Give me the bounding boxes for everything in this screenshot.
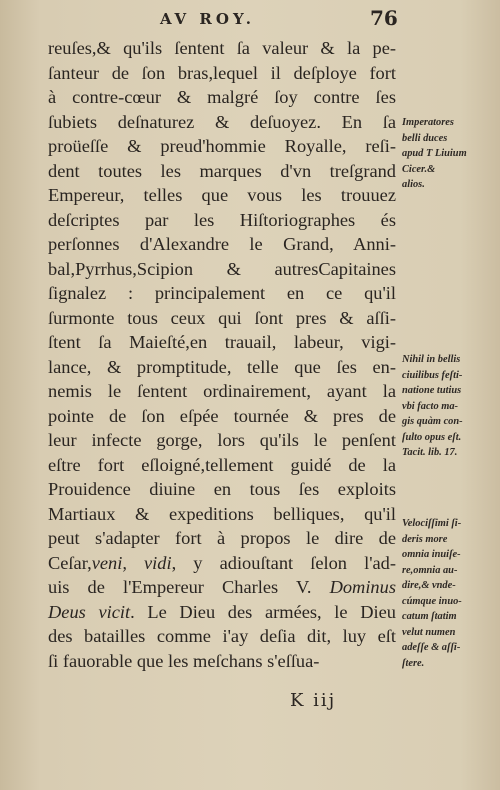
- body-line: perſonnes d'Alexandre le Grand, Anni-: [48, 234, 396, 254]
- running-head: AV ROY.: [160, 10, 255, 28]
- margin-note-line: dire,& vnde-: [402, 580, 456, 591]
- body-line: à contre-cœur & malgré ſoy contre ſes: [48, 87, 396, 107]
- margin-note-line: Tacit. lib. 17.: [402, 447, 458, 458]
- margin-note-line: Velociſſimi ſi-: [402, 518, 462, 529]
- body-line: nemis le ſentent ordinairement, ayant la: [48, 381, 396, 401]
- body-line: leur infecte gorge, lors qu'ils le penſent: [48, 430, 396, 450]
- body-line: [48, 575, 396, 600]
- margin-note: [402, 352, 496, 461]
- page-number: 76: [370, 6, 398, 30]
- latin-quote: Deus vicit: [48, 601, 131, 622]
- body-line: lance, & promptitude, telle que ſes en-: [48, 356, 396, 377]
- body-line: proüeſſe & preud'hommie Royalle, reſi-: [48, 136, 396, 156]
- margin-note-line: natione tutius: [402, 385, 462, 396]
- margin-note-line: velut numen: [402, 626, 456, 638]
- body-line: deſcriptes par les Hiſtoriographes és: [48, 209, 396, 230]
- margin-note-line: omnia inuiſe-: [402, 549, 461, 560]
- body-line: Martiaux & expeditions belliques, qu'il: [48, 503, 396, 524]
- margin-note-line: Cicer.&: [402, 163, 436, 175]
- latin-quote: veni, vidi: [91, 552, 172, 573]
- body-line: Empereur, telles que vous les trouuez: [48, 185, 396, 205]
- margin-note: [402, 516, 496, 671]
- body-line: eſtre fort eſloigné,tellement guidé de la: [48, 454, 396, 475]
- body-line: ſurmonte tous ceux qui ſont pres & aſſi-: [48, 307, 396, 328]
- body-line: pointe de ſon eſpée tournée & pres de: [48, 405, 396, 426]
- margin-note-line: vbi facto ma-: [402, 400, 458, 412]
- margin-note-line: Nihil in bellis: [402, 354, 461, 365]
- body-line: ſi fauorable que les meſchans s'eſſua-: [48, 650, 320, 671]
- body-text: [48, 36, 396, 673]
- margin-note-line: catum ſtatim: [402, 611, 457, 622]
- text-run: . Le Dieu des armées, le Dieu: [130, 601, 396, 622]
- margin-note-line: gis quàm con-: [402, 416, 463, 427]
- body-line: Prouidence diuine en tous ſes exploits: [48, 479, 396, 499]
- body-line: des batailles comme i'ay deſia dit, luy eſt: [48, 626, 396, 646]
- signature-mark: K iij: [290, 690, 337, 711]
- body-line: reuſes,& qu'ils ſentent ſa valeur & la pe-: [48, 38, 396, 58]
- margin-note-line: re,omnia au-: [402, 564, 458, 576]
- text-run: Ceſar,: [48, 552, 92, 573]
- margin-note: [402, 115, 496, 193]
- margin-note-line: apud T Liuium: [402, 148, 467, 159]
- margin-note-line: ſulto opus eſt.: [402, 431, 462, 443]
- body-line: ſubiets deſnaturez & deſuoyez. En ſa: [48, 111, 396, 132]
- body-line: bal,Pyrrhus,Scipion & autresCapitaines: [48, 258, 396, 279]
- margin-note-line: Imperatores: [402, 117, 454, 128]
- text-run: uis de l'Empereur Charles V.: [48, 577, 312, 597]
- margin-note-line: ciuilibus feſti-: [402, 369, 463, 381]
- margin-note-line: adeſſe & aſſi-: [402, 642, 461, 653]
- body-line: [48, 600, 396, 625]
- margin-note-line: ſtere.: [402, 657, 425, 669]
- body-line: peut s'adapter fort à propos le dire de: [48, 528, 396, 548]
- text-run: , y adiouſtant ſelon l'ad-: [171, 552, 396, 573]
- margin-note-line: cúmque inuo-: [402, 595, 462, 607]
- body-line: [48, 551, 396, 576]
- margin-note-line: alios.: [402, 179, 425, 190]
- margin-note-line: deris more: [402, 533, 448, 545]
- body-line: dent toutes les marques d'vn treſgrand: [48, 160, 396, 181]
- body-line: ſtent ſa Maieſté,en trauail, labeur, vigi-: [48, 332, 396, 352]
- latin-quote: Dominus: [329, 577, 396, 597]
- body-line: ſignalez : principalement en ce qu'il: [48, 283, 396, 303]
- body-line: ſanteur de ſon bras,lequel il deſploye fort: [48, 62, 396, 83]
- margin-note-line: belli duces: [402, 132, 448, 144]
